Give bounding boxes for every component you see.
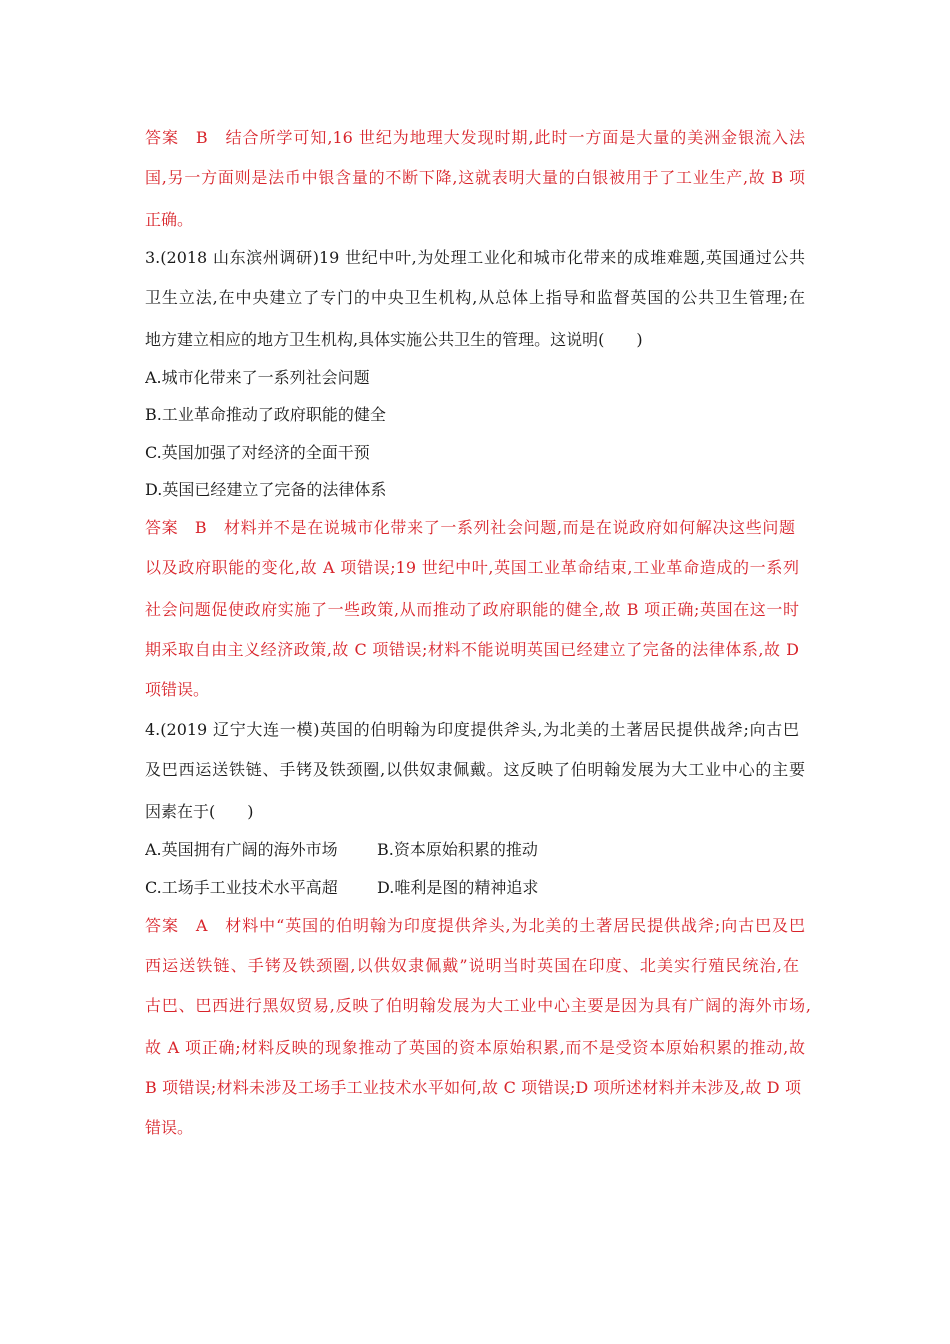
- question-3-line-2: 卫生立法,在中央建立了专门的中央卫生机构,从总体上指导和监督英国的公共卫生管理;在: [145, 288, 805, 307]
- question-3-line-1: 3.(2018 山东滨州调研)19 世纪中叶,为处理工业化和城市化带来的成堆难题,英国通过公共: [145, 248, 805, 267]
- question-4-line-3: 因素在于( ): [145, 802, 254, 821]
- answer-3-line-1: 答案 B 材料并不是在说城市化带来了一系列社会问题,而是在说政府如何解决这些问题: [145, 518, 795, 537]
- answer-4-line-4: 故 A 项正确;材料反映的现象推动了英国的资本原始积累,而不是受资本原始积累的推动,故: [145, 1038, 805, 1057]
- answer-4-line-6: 错误。: [145, 1118, 194, 1137]
- question-4-options-row-2: [145, 878, 538, 898]
- question-3-option-b: B.工业革命推动了政府职能的健全: [145, 405, 386, 424]
- answer-4-line-1: 答案 A 材料中“英国的伯明翰为印度提供斧头,为北美的土著居民提供战斧;向古巴及巴: [145, 916, 805, 935]
- question-4-option-b: B.资本原始积累的推动: [377, 840, 538, 859]
- answer-4-line-3: 古巴、巴西进行黑奴贸易,反映了伯明翰发展为大工业中心主要是因为具有广阔的海外市场,: [145, 996, 811, 1015]
- question-3-option-c: C.英国加强了对经济的全面干预: [145, 443, 370, 462]
- question-4-option-c: C.工场手工业技术水平高超: [145, 878, 338, 897]
- question-3-option-a: A.城市化带来了一系列社会问题: [145, 368, 370, 387]
- answer-4-line-5: B 项错误;材料未涉及工场手工业技术水平如何,故 C 项错误;D 项所述材料并未涉及,故 D 项: [145, 1078, 801, 1097]
- question-3-option-d: D.英国已经建立了完备的法律体系: [145, 480, 387, 499]
- answer-3-line-3: 社会问题促使政府实施了一些政策,从而推动了政府职能的健全,故 B 项正确;英国在这一时: [145, 600, 799, 619]
- answer-2-line-1: 答案 B 结合所学可知,16 世纪为地理大发现时期,此时一方面是大量的美洲金银流入法: [145, 128, 805, 147]
- answer-3-line-4: 期采取自由主义经济政策,故 C 项错误;材料不能说明英国已经建立了完备的法律体系,故 D: [145, 640, 799, 659]
- question-4-options-row-1: [145, 840, 538, 860]
- answer-4-line-2: 西运送铁链、手铐及铁颈圈,以供奴隶佩戴”说明当时英国在印度、北美实行殖民统治,在: [145, 956, 799, 975]
- answer-3-line-2: 以及政府职能的变化,故 A 项错误;19 世纪中叶,英国工业革命结束,工业革命造成的一系列: [145, 558, 799, 577]
- answer-2-line-2: 国,另一方面则是法币中银含量的不断下降,这就表明大量的白银被用于了工业生产,故 B 项: [145, 168, 805, 187]
- question-4-line-1: 4.(2019 辽宁大连一模)英国的伯明翰为印度提供斧头,为北美的土著居民提供战斧;向古巴: [145, 720, 799, 739]
- question-3-line-3: 地方建立相应的地方卫生机构,具体实施公共卫生的管理。这说明( ): [145, 330, 643, 349]
- question-4-option-a: A.英国拥有广阔的海外市场: [145, 840, 338, 859]
- answer-2-line-3: 正确。: [145, 210, 194, 229]
- question-4-line-2: 及巴西运送铁链、手铐及铁颈圈,以供奴隶佩戴。这反映了伯明翰发展为大工业中心的主要: [145, 760, 805, 779]
- answer-3-line-5: 项错误。: [145, 680, 210, 699]
- question-4-option-d: D.唯利是图的精神追求: [377, 878, 539, 897]
